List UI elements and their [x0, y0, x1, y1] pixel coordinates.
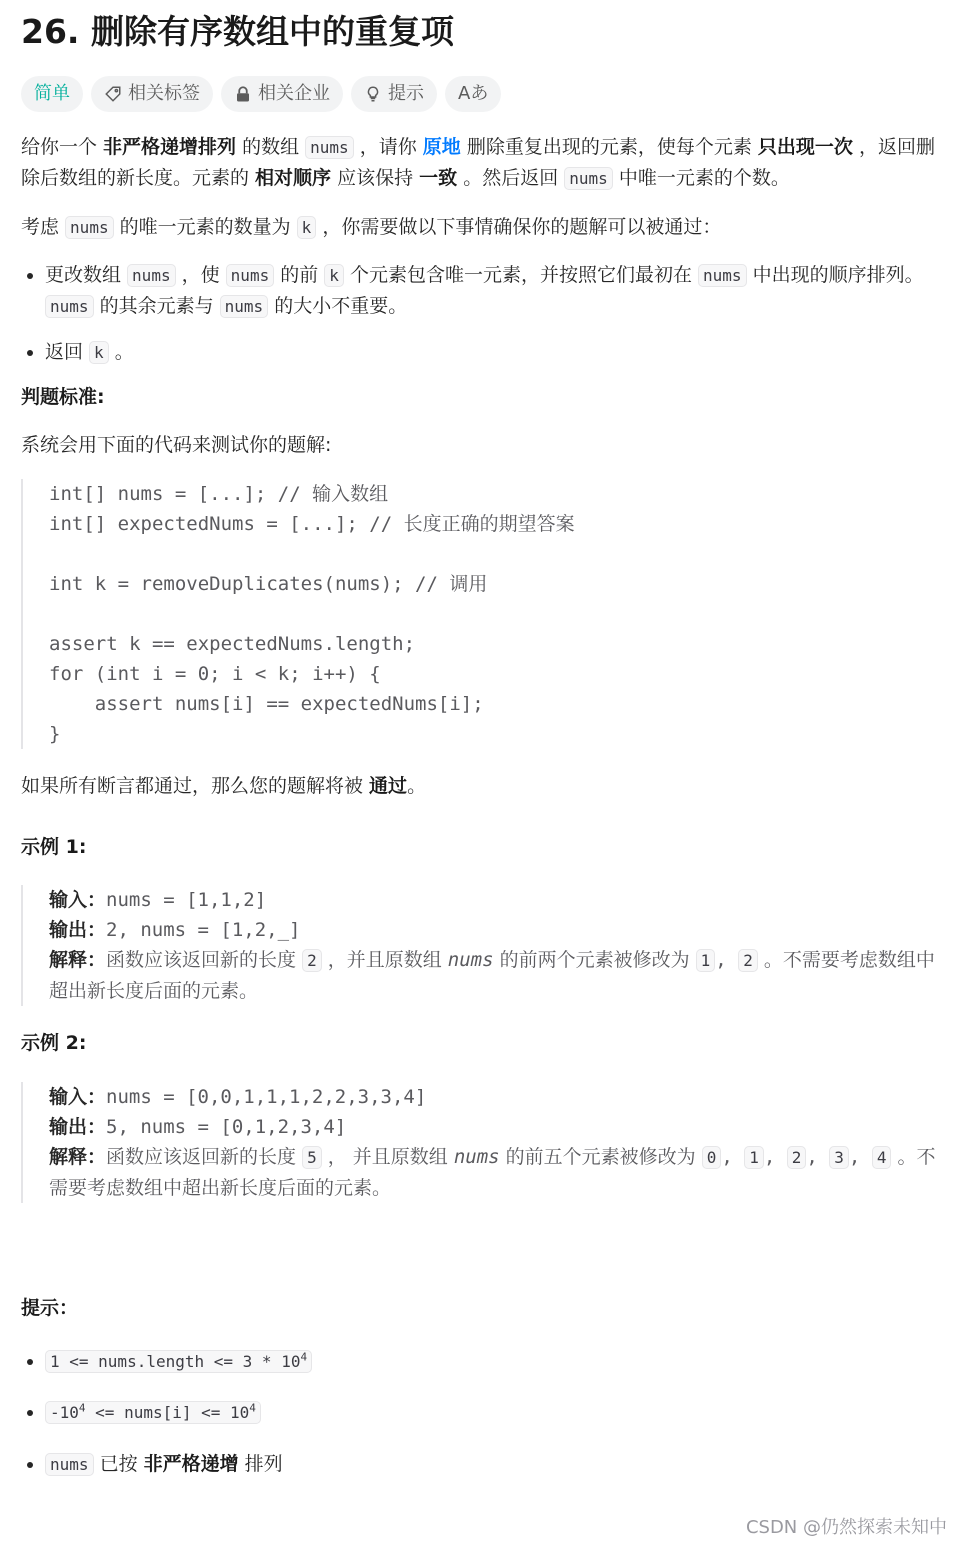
value: 2, nums = [1,2,_] [106, 919, 301, 942]
bold-text: 一致 [419, 167, 458, 190]
superscript: 4 [78, 1402, 86, 1416]
inline-code: nums [564, 167, 613, 190]
tag-icon [104, 85, 122, 103]
inline-code: nums [127, 264, 176, 287]
related-companies-label: 相关企业 [258, 83, 330, 105]
hints-list [21, 1346, 941, 1480]
text: 的前五个元素被修改为 [499, 1145, 702, 1168]
list-item [45, 337, 941, 368]
text: 的大小不重要。 [268, 295, 408, 318]
text: ，返回删除后数组的新长度。元素的 [21, 136, 935, 190]
translate-button[interactable] [445, 76, 501, 112]
tag-bar [21, 76, 941, 112]
text: 中唯一元素的个数。 [612, 167, 790, 190]
label: 输入： [49, 889, 107, 912]
comma: , [848, 1145, 872, 1168]
inline-code: nums [305, 136, 354, 159]
inline-code [45, 1401, 261, 1424]
bold-text: 非严格递增排列 [103, 136, 237, 158]
bold-text: 通过 [369, 774, 408, 797]
text: 。不需要考虑数组中超出新长度后面的元素。 [49, 1145, 936, 1199]
text: 更改数组 [45, 264, 128, 287]
inline-code: k [297, 216, 317, 239]
text: 的唯一元素的数量为 [113, 215, 297, 238]
pass-paragraph [21, 771, 941, 802]
text: 给你一个 [21, 136, 104, 158]
example-explain [49, 945, 941, 1006]
lock-icon [234, 85, 252, 103]
difficulty-badge[interactable]: 简单 [21, 76, 83, 112]
text: ，使 [175, 264, 226, 287]
example-2-heading: 示例 2: [21, 1032, 87, 1055]
bold-text: 判题标准: [21, 386, 105, 409]
inline-code: 2 [302, 949, 322, 972]
text: 应该保持 [331, 167, 420, 190]
list-item [45, 1449, 941, 1480]
list-item [45, 260, 941, 323]
code-block: int[] nums = [...]; // 输入数组 int[] expectedNums = [...]; // 长度正确的期望答案 int k = removeDuplicates(nums); // 调用 assert k == expectedNums.length; for (int i = 0; i < k; i++) { assert nums[i] == expectedNums[i]; } [21, 479, 941, 749]
lightbulb-icon [364, 85, 382, 103]
inline-code: nums [45, 295, 94, 318]
judge-text: 系统会用下面的代码来测试你的题解: [21, 434, 332, 457]
description-paragraph-2 [21, 212, 941, 243]
example-input [49, 885, 941, 915]
label: 输出： [49, 919, 107, 942]
text: 的数组 [236, 136, 306, 158]
text: 。然后返回 [457, 167, 565, 190]
inline-code [45, 1350, 312, 1373]
comma: , [806, 1145, 830, 1168]
inline-code: 1 [744, 1146, 764, 1169]
example-explain [49, 1142, 941, 1203]
text: 删除重复出现的元素，使每个元素 [460, 136, 758, 158]
inline-code: 1 [696, 949, 716, 972]
watermark: CSDN @仍然探索未知中 [745, 1517, 947, 1539]
example-output [49, 915, 941, 945]
highlight-link[interactable]: 原地 [422, 136, 461, 158]
judge-heading [21, 382, 941, 413]
text: , [715, 949, 739, 972]
text: 。 [108, 340, 134, 363]
label: 解释： [49, 949, 107, 972]
text: 。不需要考虑数组中超出新长度后面的元素。 [49, 949, 935, 1003]
bold-text: 相对顺序 [255, 167, 332, 190]
value: 5, nums = [0,1,2,3,4] [106, 1115, 347, 1138]
bold-text: 只出现一次 [757, 136, 853, 158]
text: 如果所有断言都通过，那么您的题解将被 [21, 774, 370, 797]
text: 返回 [45, 340, 90, 363]
inline-code: nums [220, 295, 269, 318]
description-paragraph-1 [21, 132, 941, 195]
superscript: 4 [300, 1350, 308, 1364]
inline-code: 0 [702, 1146, 722, 1169]
label: 输入： [49, 1085, 107, 1108]
text: 排列 [238, 1452, 283, 1475]
example-input [49, 1082, 941, 1112]
text: 中出现的顺序排列。 [746, 264, 924, 287]
text: 函数应该返回新的长度 [106, 949, 303, 972]
text: ，你需要做以下事情确保你的题解可以被通过： [316, 215, 722, 238]
text: -10 [50, 1403, 79, 1423]
text: 的前两个元素被修改为 [493, 949, 696, 972]
label: 输出： [49, 1115, 107, 1138]
related-companies-button[interactable] [221, 76, 343, 112]
hint-label: 提示 [388, 83, 424, 105]
example-1-heading: 示例 1: [21, 836, 87, 859]
inline-code: 5 [302, 1146, 322, 1169]
value: nums = [1,1,2] [106, 889, 267, 912]
label: 解释： [49, 1145, 107, 1168]
inline-code: nums [65, 216, 114, 239]
superscript: 4 [249, 1402, 256, 1416]
text: 函数应该返回新的长度 [106, 1145, 303, 1168]
comma: , [721, 1145, 745, 1168]
inline-code: 2 [787, 1146, 807, 1169]
example-1-block [21, 885, 941, 1006]
text: ，请你 [353, 136, 423, 158]
requirements-list [21, 260, 941, 368]
page-title: 26. 删除有序数组中的重复项 [21, 12, 454, 51]
text: 个元素包含唯一元素，并按照它们最初在 [343, 264, 699, 287]
italic-code: nums [447, 949, 494, 972]
text: ， 并且原数组 [321, 1145, 454, 1168]
list-item [45, 1346, 941, 1377]
text: ，并且原数组 [321, 949, 448, 972]
text: 已按 [93, 1452, 144, 1475]
text: 。 [407, 774, 427, 797]
inline-code: nums [45, 1453, 94, 1476]
hint-button[interactable] [351, 76, 437, 112]
text: 1 <= nums.length <= 3 * 10 [50, 1352, 301, 1372]
italic-code: nums [453, 1145, 500, 1168]
text: 考虑 [21, 215, 66, 238]
value: nums = [0,0,1,1,1,2,2,3,3,4] [106, 1085, 427, 1108]
comma: , [763, 1145, 787, 1168]
inline-code: 2 [738, 949, 758, 972]
inline-code: 3 [829, 1146, 849, 1169]
inline-code: nums [226, 264, 275, 287]
inline-code: nums [698, 264, 747, 287]
inline-code: k [324, 264, 344, 287]
text: 的其余元素与 [93, 295, 220, 318]
list-item [45, 1397, 941, 1428]
example-output [49, 1112, 941, 1142]
text: <= nums[i] <= 10 [85, 1403, 250, 1423]
example-2-block [21, 1082, 941, 1203]
inline-code: 4 [872, 1146, 892, 1169]
bold-text: 非严格递增 [143, 1452, 239, 1475]
inline-code: k [89, 341, 109, 364]
hints-heading: 提示： [21, 1296, 79, 1319]
related-tags-label: 相关标签 [128, 83, 200, 105]
related-tags-button[interactable] [91, 76, 213, 112]
translate-icon: Aあ [458, 83, 489, 105]
text: 的前 [274, 264, 325, 287]
